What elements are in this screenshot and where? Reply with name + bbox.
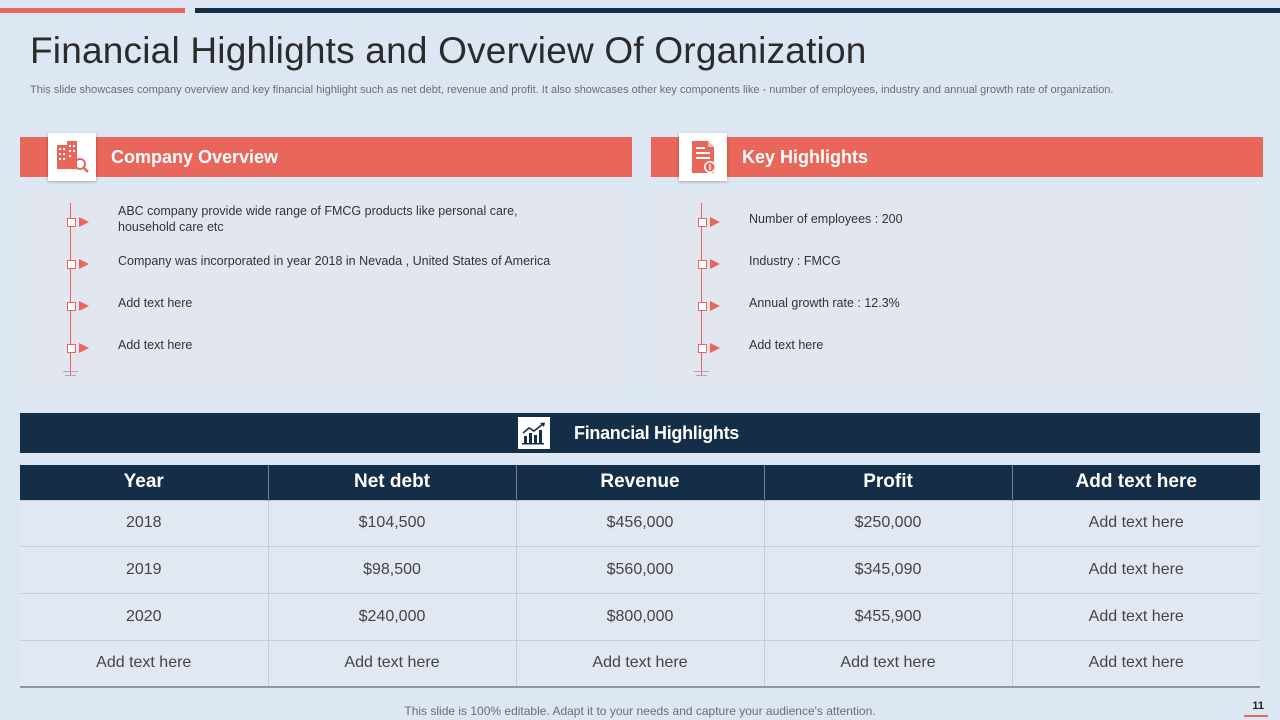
bullet-square xyxy=(698,302,707,311)
key-highlights-label: Key Highlights xyxy=(742,147,869,167)
table-cell: $345,090 xyxy=(764,547,1012,594)
bullet-arrow-icon xyxy=(710,343,720,353)
bullet-arrow-icon xyxy=(710,259,720,269)
top-accent-bar-red xyxy=(0,8,185,13)
buildings-icon xyxy=(48,133,96,181)
table-cell: Add text here xyxy=(1012,500,1260,547)
table-cell: $240,000 xyxy=(268,593,516,640)
table-cell: $800,000 xyxy=(516,593,764,640)
table-cell: 2020 xyxy=(20,593,268,640)
overview-item-text: Add text here xyxy=(118,296,193,310)
company-overview-header xyxy=(20,137,632,177)
bullet-square xyxy=(67,302,76,311)
table-cell: $98,500 xyxy=(268,547,516,594)
table-cell: Add text here xyxy=(1012,593,1260,640)
table-cell: 2018 xyxy=(20,500,268,547)
highlight-item-text: Industry : FMCG xyxy=(749,254,841,268)
table-cell: $560,000 xyxy=(516,547,764,594)
slide-footer: This slide is 100% editable. Adapt it to your needs and capture your audience's attention. xyxy=(404,704,876,718)
table-cell: Add text here xyxy=(764,640,1012,687)
table-cell: Add text here xyxy=(1012,547,1260,594)
highlight-item xyxy=(651,335,1260,365)
highlight-item xyxy=(651,293,1260,323)
top-accent-bar-navy xyxy=(195,8,1280,13)
bullet-square xyxy=(67,344,76,353)
company-overview-label: Company Overview xyxy=(111,147,279,167)
document-money-icon xyxy=(679,133,727,181)
highlight-item-text: Number of employees : 200 xyxy=(749,212,903,226)
table-cell: $456,000 xyxy=(516,500,764,547)
page-number-underline xyxy=(1244,715,1268,717)
key-highlights-header xyxy=(651,137,1263,177)
table-cell: Add text here xyxy=(1012,640,1260,687)
highlight-item xyxy=(651,251,1260,281)
table-header-row xyxy=(20,465,1260,500)
timeline-base xyxy=(696,375,707,376)
financial-highlights-label: Financial Highlights xyxy=(574,423,740,443)
page-number: 11 xyxy=(1252,700,1264,712)
overview-item xyxy=(20,251,628,281)
table-cell: $104,500 xyxy=(268,500,516,547)
overview-item xyxy=(20,335,628,365)
bullet-arrow-icon xyxy=(710,301,720,311)
overview-item xyxy=(20,204,628,239)
table-cell: $250,000 xyxy=(764,500,1012,547)
bullet-arrow-icon xyxy=(79,343,89,353)
bullet-square xyxy=(698,344,707,353)
bullet-arrow-icon xyxy=(79,217,89,227)
column-header: Year xyxy=(20,465,268,500)
table-row xyxy=(20,500,1260,547)
column-header: Add text here xyxy=(1012,465,1260,500)
growth-chart-icon xyxy=(518,417,550,449)
key-highlights-body xyxy=(651,193,1260,385)
column-header: Profit xyxy=(764,465,1012,500)
timeline-base xyxy=(65,375,76,376)
highlight-item-text: Annual growth rate : 12.3% xyxy=(749,296,900,310)
bullet-arrow-icon xyxy=(79,301,89,311)
table-cell: Add text here xyxy=(268,640,516,687)
column-header: Net debt xyxy=(268,465,516,500)
table-cell: $455,900 xyxy=(764,593,1012,640)
table-cell: Add text here xyxy=(516,640,764,687)
table-cell: 2019 xyxy=(20,547,268,594)
bullet-square xyxy=(67,218,76,227)
overview-item-text: ABC company provide wide range of FMCG products like personal care, household care etc xyxy=(118,204,518,234)
highlight-item xyxy=(651,209,1260,239)
overview-item-text: Add text here xyxy=(118,338,193,352)
bullet-arrow-icon xyxy=(710,217,720,227)
bullet-square xyxy=(67,260,76,269)
overview-item xyxy=(20,293,628,323)
highlight-item-text: Add text here xyxy=(749,338,824,352)
timeline-base xyxy=(63,371,78,372)
company-overview-body xyxy=(20,193,628,385)
bullet-square xyxy=(698,218,707,227)
bullet-arrow-icon xyxy=(79,259,89,269)
table-cell: Add text here xyxy=(20,640,268,687)
table-row xyxy=(20,547,1260,594)
overview-item-text: Company was incorporated in year 2018 in Nevada , United States of America xyxy=(118,254,551,268)
financial-highlights-header xyxy=(20,413,1260,453)
table-row xyxy=(20,640,1260,687)
financial-table xyxy=(20,465,1260,688)
slide-subtitle: This slide showcases company overview and key financial highlight such as net debt, revenue and profit. It also showcases other key components like - number of employees, industry and annual growth rate of organization. xyxy=(30,84,1114,96)
column-header: Revenue xyxy=(516,465,764,500)
table-row xyxy=(20,593,1260,640)
bullet-square xyxy=(698,260,707,269)
timeline-base xyxy=(694,371,709,372)
slide-title: Financial Highlights and Overview Of Organization xyxy=(30,30,867,71)
